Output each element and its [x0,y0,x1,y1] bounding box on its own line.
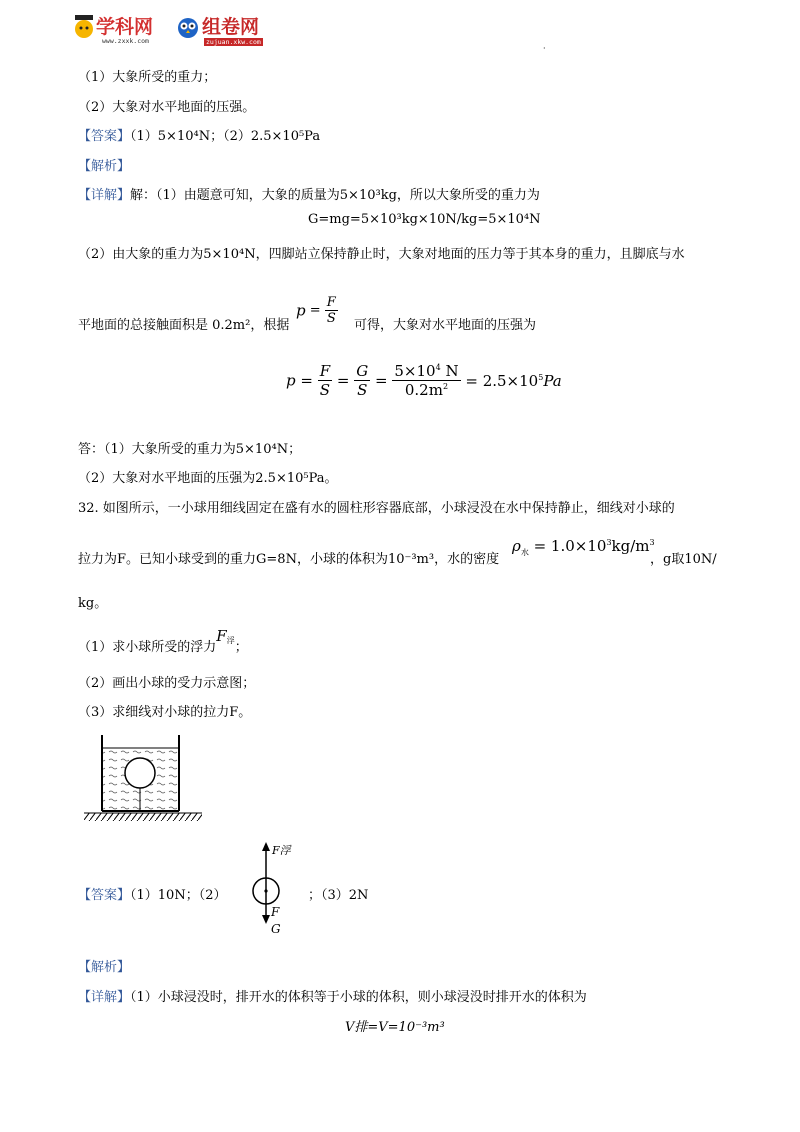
q32-line1: 32. 如图所示，一小球用细线固定在盛有水的圆柱形容器底部，小球浸没在水中保持静止，细线对小球的 [78,501,675,516]
logo-xuekewang-url: www.zxxk.com [102,37,149,45]
ball-shape [125,758,155,788]
q32-detail-tag: 【详解】 [78,990,131,1005]
logo-xuekewang: 学科网 [96,16,154,38]
label-tension: F [271,905,280,919]
q32-answer-tag: 【答案】 [78,888,131,903]
q32-answer [78,884,226,903]
label-gravity: G [271,922,281,936]
formula-pressure: p = $\frac{F}{S}$ = $\frac{G}{S}$ = $\frac{5\times 10^4 N}{0.2m^2}$ = $2.5\times 10^5Pa$ [286,362,562,399]
q31-detail-line3-a: 平地面的总接触面积是 0.2m²，根据 [78,318,290,333]
dot-mark: · [543,44,546,53]
q32-answer-part1: （1）10N；（2） [130,888,227,903]
q32-formula-v: V排=V=10⁻³m³ [345,1020,445,1035]
q32-line3: kg。 [78,596,108,611]
q32-answer-part3: ；（3）2N [308,888,369,903]
q32-part1: （1）求小球所受的浮力$F^浮$； [78,627,248,655]
q31-detail-line3-b: 可得，大象对水平地面的压强为 [354,318,537,333]
q32-line2-b: ，g取10N/ [650,552,717,567]
q31-detail-line2: （2）由大象的重力为5×10⁴N，四脚站立保持静止时，大象对地面的压力等于其本身的重力，且脚底与水 [78,247,685,262]
label-buoyancy: F浮 [272,844,291,857]
q32-detail-line1: 【详解】（1）小球浸没时，排开水的体积等于小球的体积，则小球浸没时排开水的体积为 [78,990,587,1005]
q31-answer [78,125,320,144]
detail-tag: 【详解】 [78,188,131,203]
q31-ans-line1: 答：（1）大象所受的重力为5×10⁴N； [78,442,302,457]
logo-zujuanwang: 组卷网 [202,16,260,38]
q31-formula-g: G=mg=5×10³kg×10N/kg=5×10⁴N [308,212,541,227]
formula-p-fs: p = $\frac{F}{S}$ [296,295,336,326]
q31-analysis-tag: 【解析】 [78,159,131,174]
q31-part2: （2）大象对水平地面的压强。 [78,100,256,115]
q32-part2: （2）画出小球的受力示意图； [78,676,256,691]
q31-detail-line1: 【详解】解：（1）由题意可知，大象的质量为5×10³kg，所以大象所受的重力为 [78,188,540,203]
answer-tag: 【答案】 [78,129,131,144]
q32-analysis-tag: 【解析】 [78,960,131,975]
q32-part3: （3）求细线对小球的拉力F。 [78,705,252,720]
q32-line2-a: 拉力为F。已知小球受到的重力G=8N，小球的体积为10⁻³m³，水的密度 [78,552,500,567]
mascot-icon [72,12,96,42]
formula-water-density: $\rho_水 = 1.0\times 10^3kg/m^3$ [512,537,655,557]
header-logos [72,10,282,50]
answer-text: （1）5×10⁴N；（2）2.5×10⁵Pa [130,129,321,144]
q31-part1: （1）大象所受的重力； [78,70,217,85]
q31-ans-line2: （2）大象对水平地面的压强为2.5×10⁵Pa。 [78,471,338,486]
container-figure [84,732,208,824]
logo-zujuanwang-url: zujuan.xkw.com [206,38,261,46]
owl-icon [176,12,200,42]
